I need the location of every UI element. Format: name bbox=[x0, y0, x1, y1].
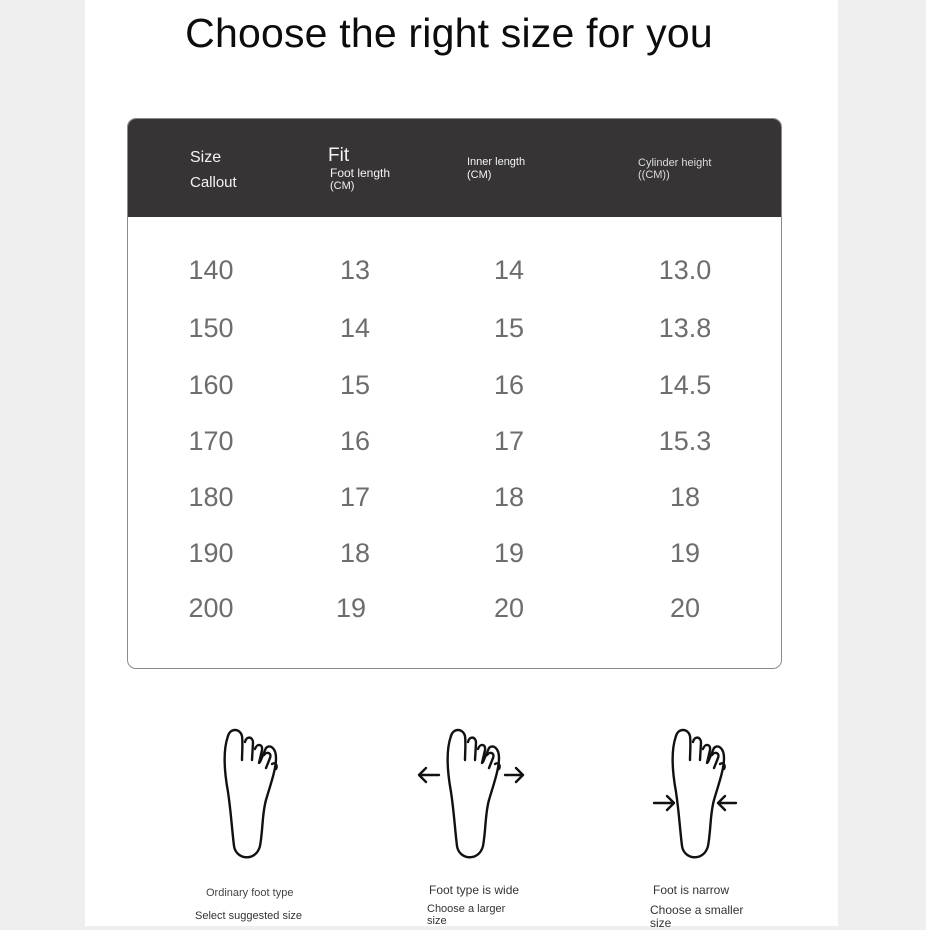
cell-size: 200 bbox=[188, 593, 234, 623]
cell-inner-length: 14 bbox=[493, 255, 525, 285]
wide-foot-icon bbox=[413, 722, 533, 862]
header-size: Size bbox=[190, 149, 222, 166]
table-row bbox=[128, 255, 781, 295]
foot-type-advice: Select suggested size bbox=[195, 910, 303, 922]
cell-inner-length: 18 bbox=[493, 482, 525, 512]
table-body bbox=[128, 217, 781, 668]
cell-foot-length: 16 bbox=[339, 426, 371, 456]
cell-foot-length: 14 bbox=[339, 313, 371, 343]
cell-inner-length: 19 bbox=[493, 538, 525, 568]
foot-type-label: Foot type is wide bbox=[429, 883, 520, 897]
cell-inner-length: 17 bbox=[493, 426, 525, 456]
table-row bbox=[128, 313, 781, 353]
cell-foot-length: 17 bbox=[339, 482, 371, 512]
foot-type-label: Foot is narrow bbox=[653, 883, 730, 897]
table-row bbox=[128, 593, 781, 633]
table-header bbox=[128, 119, 781, 217]
cell-size: 170 bbox=[188, 426, 234, 456]
cell-cylinder-height: 20 bbox=[669, 593, 701, 623]
header-cylinder-height: Cylinder height bbox=[638, 157, 712, 169]
table-row bbox=[128, 370, 781, 410]
cell-foot-length: 13 bbox=[339, 255, 371, 285]
table-row bbox=[128, 538, 781, 578]
cell-size: 160 bbox=[188, 370, 234, 400]
foot-type-advice: Choose a larger size bbox=[427, 903, 506, 928]
header-fit: Fit bbox=[328, 145, 350, 166]
foot-icon bbox=[190, 722, 310, 862]
cell-size: 180 bbox=[188, 482, 234, 512]
cell-cylinder-height: 13.0 bbox=[658, 255, 712, 285]
narrow-foot-icon bbox=[638, 722, 758, 862]
cell-cylinder-height: 13.8 bbox=[658, 313, 712, 343]
header-inner-length-unit: (CM) bbox=[467, 169, 492, 181]
cell-cylinder-height: 18 bbox=[669, 482, 701, 512]
cell-size: 150 bbox=[188, 313, 234, 343]
cell-size: 140 bbox=[188, 255, 234, 285]
cell-inner-length: 16 bbox=[493, 370, 525, 400]
cell-cylinder-height: 15.3 bbox=[658, 426, 712, 456]
header-cylinder-height-unit: ((CM)) bbox=[638, 169, 670, 181]
header-foot-length: Foot length bbox=[330, 166, 391, 180]
cell-cylinder-height: 19 bbox=[669, 538, 701, 568]
header-callout: Callout bbox=[190, 174, 237, 191]
header-inner-length: Inner length bbox=[467, 156, 526, 168]
header-foot-length-unit: (CM) bbox=[330, 180, 355, 192]
cell-inner-length: 15 bbox=[493, 313, 525, 343]
cell-inner-length: 20 bbox=[493, 593, 525, 623]
cell-foot-length: 15 bbox=[339, 370, 371, 400]
cell-cylinder-height: 14.5 bbox=[658, 370, 712, 400]
cell-foot-length: 19 bbox=[335, 593, 367, 623]
cell-foot-length: 18 bbox=[339, 538, 371, 568]
size-table bbox=[127, 118, 782, 669]
table-row bbox=[128, 426, 781, 466]
table-row bbox=[128, 482, 781, 522]
foot-type-label: Ordinary foot type bbox=[206, 887, 294, 899]
foot-type-advice: Choose a smaller size bbox=[650, 903, 744, 930]
cell-size: 190 bbox=[188, 538, 234, 568]
page-title: Choose the right size for you bbox=[185, 10, 713, 56]
